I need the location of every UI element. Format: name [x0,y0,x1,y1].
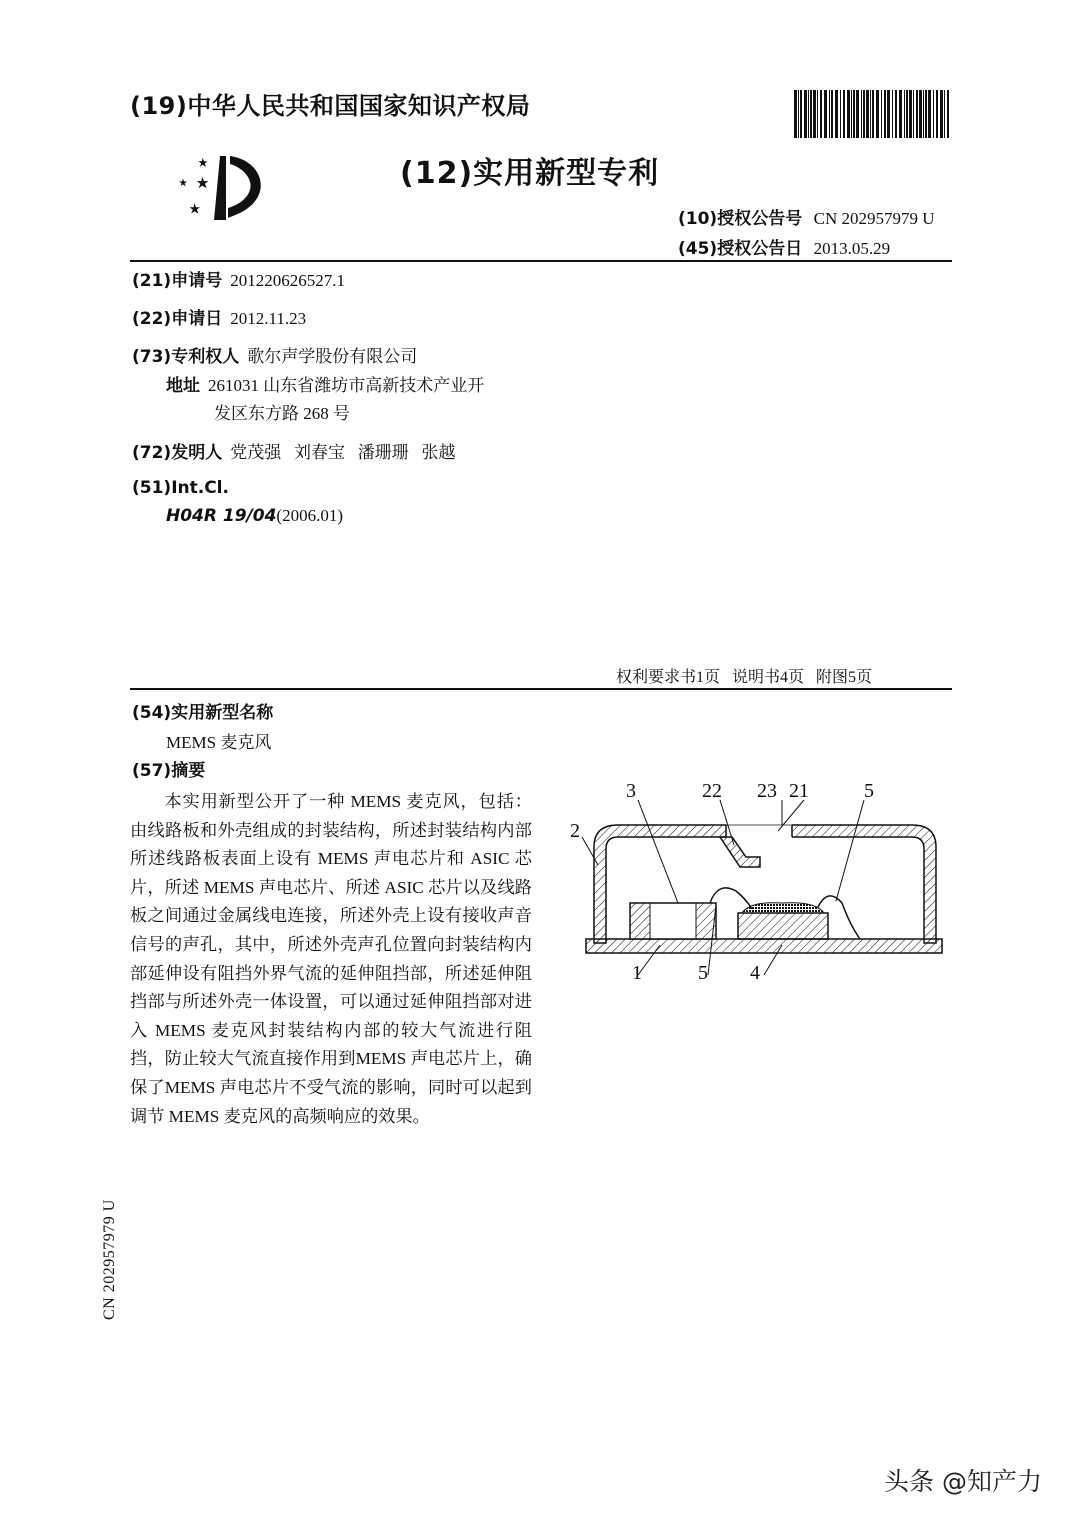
figure-label-3: 3 [626,780,636,802]
inventors: 党茂强 刘春宝 潘珊珊 张越 [230,443,456,462]
address-row [166,371,484,396]
abstract-label: (57)摘要 [132,761,206,781]
figure-label-5-top: 5 [864,780,874,802]
utility-title-label: (54)实用新型名称 [132,703,274,723]
address-label: 地址 [166,376,200,396]
figure-label-23: 23 [757,780,777,802]
figure-label-1: 1 [632,962,642,984]
asic-encapsulant [742,903,824,913]
asic-chip [738,913,828,939]
application-number-row [132,266,345,291]
intcl-label: (51)Int.Cl. [132,478,229,498]
figure-label-21: 21 [789,780,809,802]
figure-label-5-bottom: 5 [698,962,708,984]
page-counts: 权利要求书1页 说明书4页 附图5页 [616,669,873,686]
publication-date-row [678,234,890,259]
intcl-code: H04R 19/04 [166,506,277,526]
watermark: 头条 @知产力 [884,1467,1042,1496]
intcl-row [132,478,229,498]
inventors-row [132,438,455,463]
figure-label-2: 2 [570,820,580,842]
publication-date-label: (45)授权公告日 [678,239,803,259]
filing-date: 2012.11.23 [230,309,307,328]
application-number-label: (21)申请号 [132,271,223,291]
intcl-version: (2006.01) [276,506,343,525]
publication-number: CN 202957979 U [813,209,935,228]
header-divider [130,260,952,262]
address-line1: 261031 山东省潍坊市高新技术产业开 [208,376,485,395]
barcode-graphic [792,90,952,140]
address-line2: 发区东方路 268 号 [214,404,350,423]
intcl-code-row [166,506,343,526]
filing-date-label: (22)申请日 [132,309,223,329]
patentee-label: (73)专利权人 [132,347,240,367]
filing-date-row [132,304,306,329]
utility-title: MEMS 麦克风 [166,733,272,752]
publication-number-row [678,204,935,229]
figure-label-4: 4 [750,962,760,984]
application-number: 201220626527.1 [230,271,345,290]
inventors-label: (72)发明人 [132,443,223,463]
document-type: (12)实用新型专利 [400,156,660,191]
cnipa-emblem-logo [178,150,278,228]
abstract-text: 本实用新型公开了一种 MEMS 麦克风，包括：由线路板和外壳组成的封装结构，所述封装结构内部所述线路板表面上设有 MEMS 声电芯片和 ASIC 芯片，所述 MEMS 声电芯片、所述 ASIC 芯片以及线路板之间通过金属线电连接，所述外壳上设有接收声音信号的声孔，其中，所述外壳声孔位置向封装结构内部延伸设有阻挡外界气流的延伸阻挡部，所述延伸阻挡部与所述外壳一体设置，可以通过延伸阻挡部对进入 MEMS 麦克风封装结构内部的较大气流进行阻挡，防止较大气流直接作用到MEMS 声电芯片上，确保了MEMS 声电芯片不受气流的影响，同时可以起到调节 MEMS 麦克风的高频响应的效果。 [130,792,532,1126]
publication-number-label: (10)授权公告号 [678,209,803,229]
publication-date: 2013.05.29 [813,239,891,258]
patentee: 歌尔声学股份有限公司 [247,347,418,366]
figure-label-22: 22 [702,780,722,802]
representative-figure [560,775,950,985]
body-divider [130,688,952,690]
extension-baffle [720,837,760,867]
patentee-row [132,342,417,367]
issuing-authority: (19)中华人民共和国国家知识产权局 [130,92,531,120]
side-publication-number: CN 202957979 U [101,1199,118,1320]
circuit-board [586,939,942,953]
